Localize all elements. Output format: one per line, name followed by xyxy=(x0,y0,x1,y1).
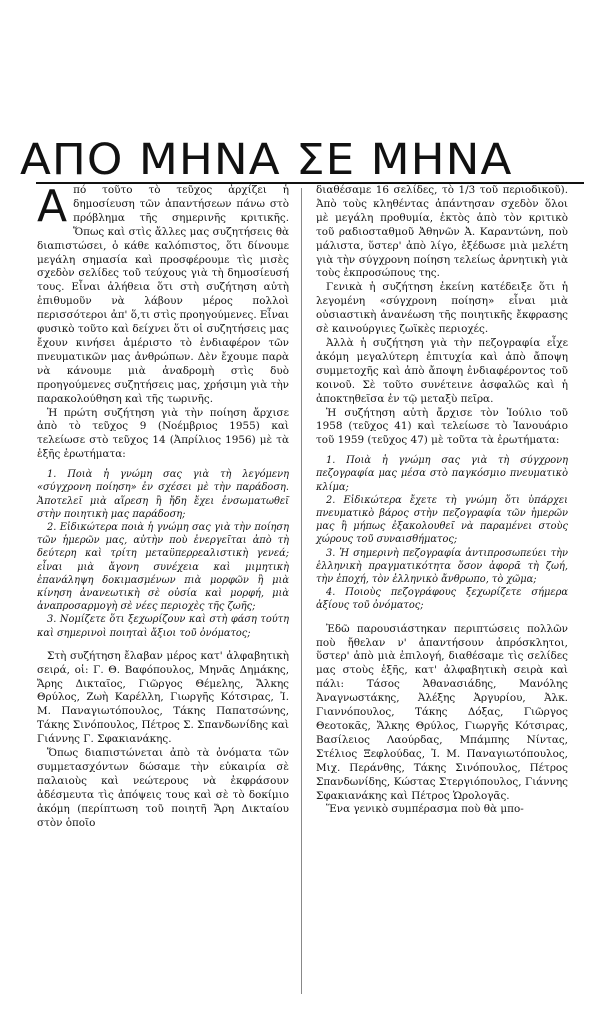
prose-question-2: 2. Εἰδικώτερα ἔχετε τὴ γνώμη ὅτι ὑπάρχει πνευματικὸ βάρος στὴν πεζογραφία τῶν ἡμερῶν μας ἢ μήπως ἐξακολουθεῖ νὰ παραμένει στοὺς χώρους τοῦ συναισθήματος; xyxy=(316,494,568,546)
closing-paragraph: Ἕνα γενικὸ συμπέρασμα ποὺ θὰ μπο- xyxy=(326,803,524,816)
conclusion-paragraph: Γενικὰ ἡ συζήτηση ἐκείνη κατέδειξε ὅτι ἡ λεγομένη «σύγχρονη ποίηση» εἶναι μιὰ οὐσιαστικὴ ἀνανέωση τῆς ποιητικῆς ἔκφρασης σὲ καινούργιες ζωϊκὲς περιοχές. xyxy=(316,281,568,336)
prose-question-4: 4. Ποιοὺς πεζογράφους ξεχωρίζετε σήμερα ἀξίους τοῦ ὀνόματος; xyxy=(316,587,568,612)
poetry-question-2: 2. Εἰδικώτερα ποιὰ ἡ γνώμη σας γιὰ τὴν ποίηση τῶν ἡμερῶν μας, αὐτὴν ποὺ ἐνεργεῖται ἀπὸ τὴ δεύτερη καὶ τρίτη μεταϋπερρεαλιστικὴ γενεά; εἶναι μιὰ ἄγονη συνέχεια καὶ μιμητικὴ ἐπανάληψη δοκιμασμένων πιὰ μορφῶν ἢ μιὰ κίνηση ἀνανεωτικὴ σὲ οὐσία καὶ μορφή, μιὰ ἀναπροσαρμογὴ σὲ νέες περιοχὲς τῆς ζωῆς; xyxy=(37,521,289,613)
poetry-question-3: 3. Νομίζετε ὅτι ξεχωρίζουν καὶ στὴ φάση τούτη καὶ σημερινοὶ ποιηταὶ ἄξιοι τοῦ ὀνόματος; xyxy=(37,614,289,639)
prose-question-3: 3. Ἡ σημερινὴ πεζογραφία ἀντιπροσωπεύει τὴν ἑλληνικὴ πραγματικότητα ὅσον ἀφορᾶ τὴ ζωή, τὴν ἐποχή, τὸν ἑλληνικὸ ἄνθρωπο, τὸ χῶμα; xyxy=(316,547,568,586)
intro-text: πό τοῦτο τὸ τεῦχος ἀρχίζει ἡ δημοσίευση τῶν ἀπαντήσεων πάνω στὸ πρόβλημα τῆς σημερινῆς κριτικῆς. Ὅπως καὶ στὶς ἄλλες μας συζητήσεις θὰ διαπιστώσει, ὁ κάθε καλόπιστος, ὅτι δίνουμε μεγάλη σημασία καὶ προσφέρουμε τὶς μισὲς σχεδὸν σελίδες τοῦ τεύχους γιὰ τὴ δημοσίευσή τους. Εἶναι ἀλήθεια ὅτι στὴ συζήτηση αὐτὴ ἐπιθυμοῦν νὰ λάβουν μέρος πολλοὶ περισσότεροι ἀπ' ὅ,τι στὶς προηγούμενες. Εἶναι φυσικὸ τοῦτο καὶ δείχνει ὅτι οἱ συζητήσεις μας ἔχουν κινήσει ἀμέριστο τὸ ἐνδιαφέρον τῶν πνευματικῶν μας ἀνθρώπων. Δὲν ἔχουμε παρὰ νὰ κάνουμε μιὰ ἀναδρομὴ στὶς δυὸ προηγούμενες συζητήσεις μας, χρήσιμη γιὰ τὴν παρακολούθηση καὶ τῆς τωρινῆς. xyxy=(37,184,289,405)
prose-participants-paragraph: Ἐδῶ παρουσιάστηκαν περιπτώσεις πολλῶν ποὺ ἤθελαν ν' ἀπαντήσουν ἀπρόσκλητοι, ὕστερ' ἀπὸ μιὰ ἐπιλογή, διαθέσαμε τὶς σελίδες μας στοὺς ἑξῆς, κατ' ἀλφαβητικὴ σειρὰ καὶ πάλι: Τάσος Ἀθανασιάδης, Μανόλης Ἀναγνωστάκης, Ἀλέξης Ἀργυρίου, Ἀλκ. Γιαννόπουλος, Τάκης Δόξας, Γιῶργος Θεοτοκᾶς, Ἄλκης Θρύλος, Γιωργῆς Κότσιρας, Βασίλειος Λαούρδας, Μπάμπης Νίντας, Στέλιος Ξεφλούδας, Ἰ. Μ. Παναγιωτόπουλος, Μιχ. Περάνθης, Τάκης Σινόπουλος, Πέτρος Σπανδωνίδης, Κώστας Στεργιόπουλος, Γιάννης Σφακιανάκης καὶ Πέτρος Ὡρολογᾶς. xyxy=(316,622,568,802)
prose-discussion-paragraph: Ἡ συζήτηση αὐτὴ ἄρχισε τὸν Ἰούλιο τοῦ 1958 (τεῦχος 41) καὶ τελείωσε τὸ Ἰανουάριο τοῦ 1959 (τεῦχος 47) μὲ τοῦτα τὰ ἐρωτήματα: xyxy=(316,406,568,447)
prose-success-paragraph: Ἀλλὰ ἡ συζήτηση γιὰ τὴν πεζογραφία εἶχε ἀκόμη μεγαλύτερη ἐπιτυχία καὶ ἀπὸ ἄποψη συμμετοχῆς καὶ ἀπὸ ἄποψη ἐνδιαφέροντος τοῦ κοινοῦ. Σὲ τοῦτο συνέτεινε ἀσφαλῶς καὶ ἡ ἀποκτηθεῖσα ἐν τῷ μεταξὺ πεῖρα. xyxy=(316,336,568,405)
intro-paragraph xyxy=(37,181,289,407)
right-column xyxy=(316,184,568,817)
participants-note-paragraph: Ὅπως διαπιστώνεται ἀπὸ τὰ ὀνόματα τῶν συμμετασχόντων δώσαμε τὴν εὐκαιρία σὲ παλαιοὺς καὶ νεώτερους νὰ ἐκφράσουν ἀδέσμευτα τὶς ἀπόψεις τους καὶ σὲ τὸ δοκίμιο ἀκόμη (περίπτωση τοῦ ποιητῆ Ἄρη Δικταίου στὸν ὁποῖο xyxy=(37,747,289,829)
drop-cap: Α xyxy=(37,181,68,232)
left-column xyxy=(37,181,289,831)
continuation-paragraph: διαθέσαμε 16 σελίδες, τὸ 1/3 τοῦ περιοδικοῦ). Ἀπὸ τοὺς κληθέντας ἀπάντησαν σχεδὸν ὅλοι μὲ μεγάλη προθυμία, ἐκτὸς ἀπὸ τὸν κριτικὸ τοῦ ραδιοσταθμοῦ Ἀθηνῶν Ἀ. Καραντώνη, ποὺ μάλιστα, ὕστερ' ἀπὸ λίγο, ἐξέδωσε μιὰ μελέτη γιὰ τὴν σύγχρονη ποίηση τελείως ἀρνητικὴ γιὰ τοὺς ἐκπροσώπους της. xyxy=(316,184,568,280)
prose-question-1: 1. Ποιὰ ἡ γνώμη σας γιὰ τὴ σύγχρονη πεζογραφία μας μέσα στὸ παγκόσμιο πνευματικὸ κλίμα; xyxy=(316,455,568,493)
column-divider xyxy=(301,188,302,994)
poetry-question-1: 1. Ποιὰ ἡ γνώμη σας γιὰ τὴ λεγόμενη «σύγχρονη ποίηση» ἐν σχέσει μὲ τὴν παράδοση. Ἀποτελεῖ μιὰ αἵρεση ἢ ἤδη ἔχει ἐνσωματωθεῖ στὴν ποιητικὴ μας παράδοση; xyxy=(37,469,289,520)
poetry-discussion-paragraph: Ἡ πρώτη συζήτηση γιὰ τὴν ποίηση ἄρχισε ἀπὸ τὸ τεῦχος 9 (Νοέμβριος 1955) καὶ τελείωσε στὸ τεῦχος 14 (Ἀπρίλιος 1956) μὲ τὰ ἑξῆς ἐρωτήματα: xyxy=(37,406,289,461)
page-title: ΑΠΟ ΜΗΝΑ ΣΕ ΜΗΝΑ xyxy=(20,135,513,185)
participants-paragraph: Στὴ συζήτηση ἔλαβαν μέρος κατ' ἀλφαβητικὴ σειρά, οἱ: Γ. Θ. Βαφόπουλος, Μηνᾶς Δημάκης, Ἄρης Δικταῖος, Γιῶργος Θέμελης, Ἄλκης Θρύλος, Ζωὴ Καρέλλη, Γιωργῆς Κότσιρας, Ἰ. Μ. Παναγιωτόπουλος, Τάκης Παπατσώνης, Τάκης Σινόπουλος, Πέτρος Σ. Σπανδωνίδης καὶ Γιάννης Γ. Σφακιανάκης. xyxy=(37,649,289,746)
